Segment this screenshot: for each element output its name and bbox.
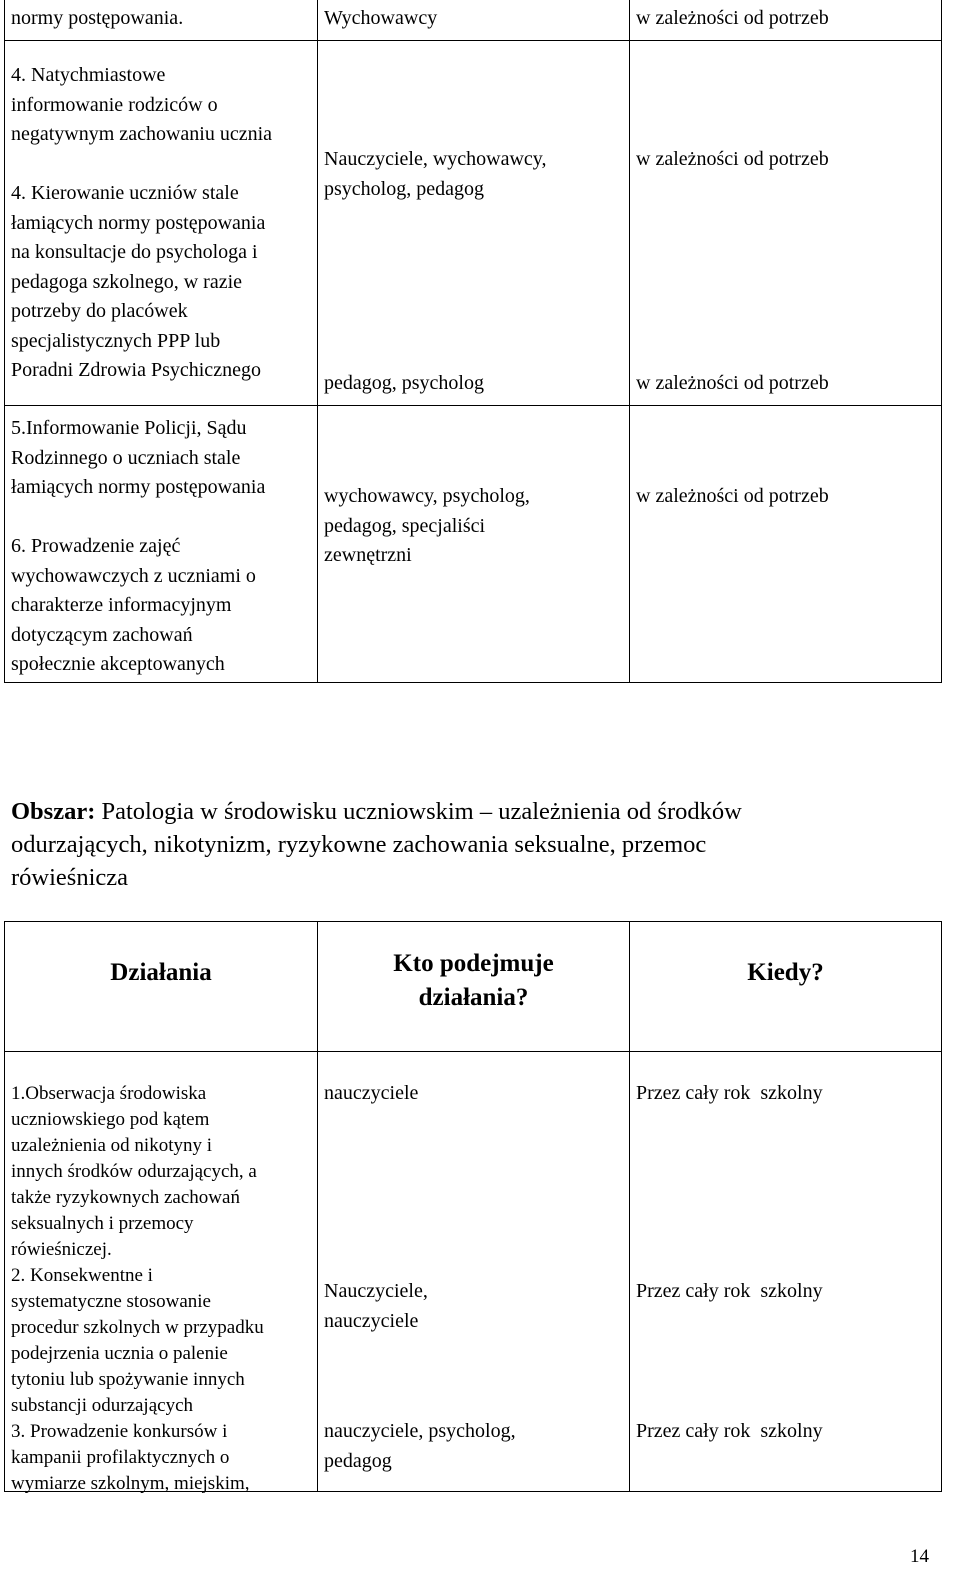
table1-bottom-border <box>4 682 942 683</box>
table2-col-divider-2 <box>629 921 630 1492</box>
table1-row0-when: w zależności od potrzeb <box>636 7 829 29</box>
table2-who-1: nauczyciele <box>324 1082 419 1104</box>
table2-right-border <box>941 921 942 1492</box>
table2-actions-cell: 1.Obserwacja środowiska uczniowskiego pod kątem uzależnienia od nikotyny i innych środków odurzających, a także ryzykownych zachowań seksualnych i przemocy rówieśniczej. 2. Konsekwentne i systematyczne stosowanie procedur szkolnych w przypadku podejrzenia ucznia o palenie tytoniu lub spożywanie innych substancji odurzających 3. Prowadzenie konkursów i kampanii profilaktycznych o wymiarze szkolnym, miejskim, <box>11 1083 264 1494</box>
table1-right-border <box>941 0 942 683</box>
table1-row1-who-b: pedagog, psycholog <box>324 372 484 394</box>
table2-left-border <box>4 921 5 1492</box>
table2-who-3: nauczyciele, psycholog, pedagog <box>324 1420 516 1472</box>
table1-row-divider-2 <box>4 405 942 406</box>
table1-row0-who: Wychowawcy <box>324 7 438 29</box>
table1-left-border <box>4 0 5 683</box>
section-heading <box>11 795 946 894</box>
table1-row0-action: normy postępowania. <box>11 7 184 29</box>
table1-row1-action: 4. Natychmiastowe informowanie rodziców o negatywnym zachowaniu ucznia 4. Kierowanie uczniów stale łamiących normy postępowania na konsultacje do psychologa i pedagoga szkolnego, w razie potrzeby do placówek specjalistycznych PPP lub Poradni Zdrowia Psychicznego <box>11 64 273 381</box>
table2-when-1: Przez cały rok szkolny <box>636 1082 823 1104</box>
table2-top-border <box>4 921 942 922</box>
table2-when-2: Przez cały rok szkolny <box>636 1280 823 1302</box>
header-actions: Działania <box>110 959 212 986</box>
table1-row2-who: wychowawcy, psycholog, pedagog, specjaliści zewnętrzni <box>324 485 530 566</box>
table1-row1-when-a: w zależności od potrzeb <box>636 148 829 170</box>
table1-row1-when-b: w zależności od potrzeb <box>636 372 829 394</box>
header-when: Kiedy? <box>747 959 824 986</box>
table1-row1-who-a: Nauczyciele, wychowawcy, psycholog, pedagog <box>324 148 547 200</box>
header-who: Kto podejmuje działania? <box>393 950 554 1011</box>
table1-row2-when: w zależności od potrzeb <box>636 485 829 507</box>
table1-row2-action: 5.Informowanie Policji, Sądu Rodzinnego o uczniach stale łamiących normy postępowania 6. Prowadzenie zajęć wychowawczych z uczniami o charakterze informacyjnym dotyczącym zachowań społecznie akceptowanych <box>11 417 266 675</box>
page-number: 14 <box>910 1546 929 1567</box>
table1-row-divider-1 <box>4 40 942 41</box>
section-title: Patologia w środowisku uczniowskim – uzależnienia od środków odurzających, nikotynizm, ryzykowne zachowania seksualne, przemoc rówieśnicza <box>11 798 742 891</box>
section-label: Obszar: <box>11 798 96 825</box>
table2-when-3: Przez cały rok szkolny <box>636 1420 823 1442</box>
table1-col-divider-1 <box>317 0 318 683</box>
table2-header-divider <box>4 1051 942 1052</box>
table1-col-divider-2 <box>629 0 630 683</box>
table2-who-2: Nauczyciele, nauczyciele <box>324 1280 428 1332</box>
